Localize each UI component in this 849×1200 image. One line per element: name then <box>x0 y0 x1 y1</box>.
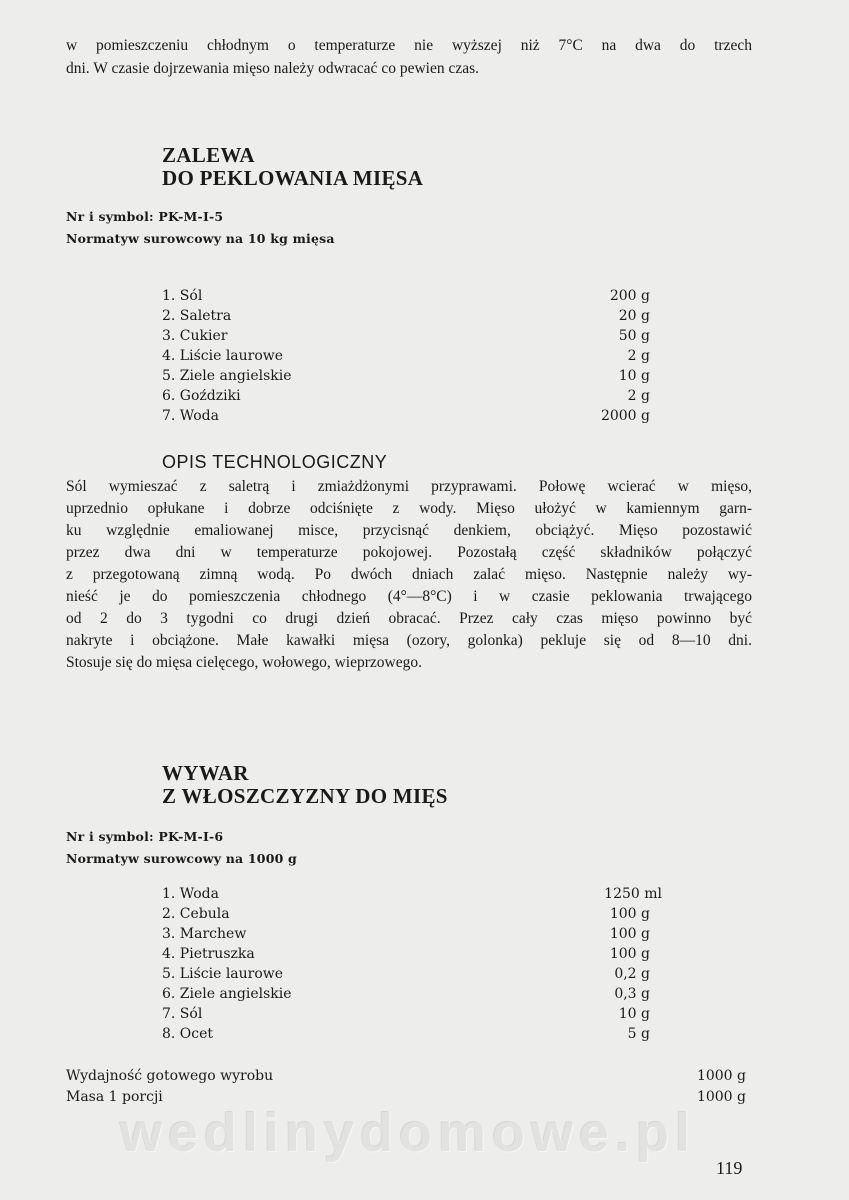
ingredient-amount: 2000 g <box>600 408 650 424</box>
description-line: uprzednio opłukane i dobrze odciśnięte z wody. Mięso ułożyć w kamiennym garn- <box>66 500 752 517</box>
description-line: Sól wymieszać z saletrą i zmiażdżonymi przyprawami. Połowę wcierać w mięso, <box>66 478 752 495</box>
ingredient-row <box>162 904 650 924</box>
ingredient-name: 2. Cebula <box>162 906 230 922</box>
ingredient-amount: 100 g <box>609 946 650 962</box>
page-number: 119 <box>716 1158 743 1178</box>
recipe-title: Z WŁOSZCZYZNY DO MIĘS <box>162 784 448 808</box>
ingredient-name: 6. Ziele angielskie <box>162 986 292 1002</box>
ingredient-amount: 100 g <box>609 906 650 922</box>
recipe-symbol: Nr i symbol: PK-M-I-5 <box>66 209 224 224</box>
ingredient-row <box>162 944 650 964</box>
ingredient-name: 3. Marchew <box>162 926 247 942</box>
ingredient-name: 5. Liście laurowe <box>162 966 284 982</box>
yield-label: Wydajność gotowego wyrobu <box>66 1068 274 1084</box>
section-heading: OPIS TECHNOLOGICZNY <box>162 452 388 472</box>
ingredient-name: 4. Liście laurowe <box>162 348 284 364</box>
portion-value: 1000 g <box>696 1089 746 1105</box>
ingredient-row <box>162 386 650 406</box>
ingredient-row <box>162 984 650 1004</box>
description-line: z przegotowaną zimną wodą. Po dwóch dniach zalać mięso. Następnie należy wy- <box>66 566 752 583</box>
ingredient-amount: 2 g <box>627 388 650 404</box>
intro-line: w pomieszczeniu chłodnym o temperaturze nie wyższej niż 7°C na dwa do trzech <box>66 37 752 54</box>
intro-line: dni. W czasie dojrzewania mięso należy odwracać co pewien czas. <box>66 60 479 77</box>
ingredient-name: 5. Ziele angielskie <box>162 368 292 384</box>
watermark: wedlinydomowe.pl <box>120 1103 697 1163</box>
ingredient-amount: 0,2 g <box>614 966 650 982</box>
ingredient-row <box>162 884 662 904</box>
ingredient-amount: 0,3 g <box>614 986 650 1002</box>
description-line: nieść je do pomieszczenia chłodnego (4°—8°C) i w czasie peklowania trwającego <box>66 588 752 605</box>
description-line: Stosuje się do mięsa cielęcego, wołowego, wieprzowego. <box>66 654 422 671</box>
ingredient-row <box>162 326 650 346</box>
description-line: od 2 do 3 tygodni co drugi dzień obracać. Przez cały czas mięso powinno być <box>66 610 752 627</box>
ingredient-row <box>162 286 650 306</box>
description-line: nakryte i obciążone. Małe kawałki mięsa (ozory, golonka) pekluje się od 8—10 dni. <box>66 632 752 649</box>
description-line: ku względnie emaliowanej misce, przycisnąć denkiem, obciążyć. Mięso pozostawić <box>66 522 752 539</box>
ingredient-name: 7. Woda <box>162 408 219 424</box>
ingredient-row <box>162 306 650 326</box>
ingredient-name: 2. Saletra <box>162 308 232 324</box>
ingredient-amount: 50 g <box>618 328 650 344</box>
ingredient-row <box>162 346 650 366</box>
description-line: przez dwa dni w temperaturze pokojowej. Pozostałą część składników połączyć <box>66 544 752 561</box>
ingredient-name: 4. Pietruszka <box>162 946 255 962</box>
recipe-title: DO PEKLOWANIA MIĘSA <box>162 166 424 190</box>
ingredient-amount: 2 g <box>627 348 650 364</box>
ingredient-amount: 200 g <box>609 288 650 304</box>
ingredient-row <box>162 366 650 386</box>
ingredient-amount: 5 g <box>627 1026 650 1042</box>
portion-label: Masa 1 porcji <box>66 1089 163 1105</box>
ingredient-name: 1. Woda <box>162 886 219 902</box>
ingredient-amount: 20 g <box>618 308 650 324</box>
ingredient-row <box>162 1024 650 1044</box>
recipe-norm: Normatyw surowcowy na 10 kg mięsa <box>66 231 335 246</box>
ingredient-amount: 10 g <box>618 368 650 384</box>
ingredient-name: 3. Cukier <box>162 328 228 344</box>
ingredient-name: 8. Ocet <box>162 1026 214 1042</box>
ingredient-name: 7. Sól <box>162 1006 203 1022</box>
ingredient-name: 1. Sól <box>162 288 203 304</box>
recipe-norm: Normatyw surowcowy na 1000 g <box>66 851 297 866</box>
ingredient-name: 6. Goździki <box>162 388 241 404</box>
recipe-symbol: Nr i symbol: PK-M-I-6 <box>66 829 224 844</box>
recipe-title: ZALEWA <box>162 143 255 167</box>
recipe-title: WYWAR <box>162 761 249 785</box>
ingredient-row <box>162 1004 650 1024</box>
ingredient-amount: 1250 ml <box>604 886 662 902</box>
ingredient-row <box>162 964 650 984</box>
ingredient-amount: 10 g <box>618 1006 650 1022</box>
ingredient-row <box>162 406 650 426</box>
ingredient-amount: 100 g <box>609 926 650 942</box>
yield-row <box>66 1066 746 1086</box>
yield-value: 1000 g <box>696 1068 746 1084</box>
ingredient-row <box>162 924 650 944</box>
